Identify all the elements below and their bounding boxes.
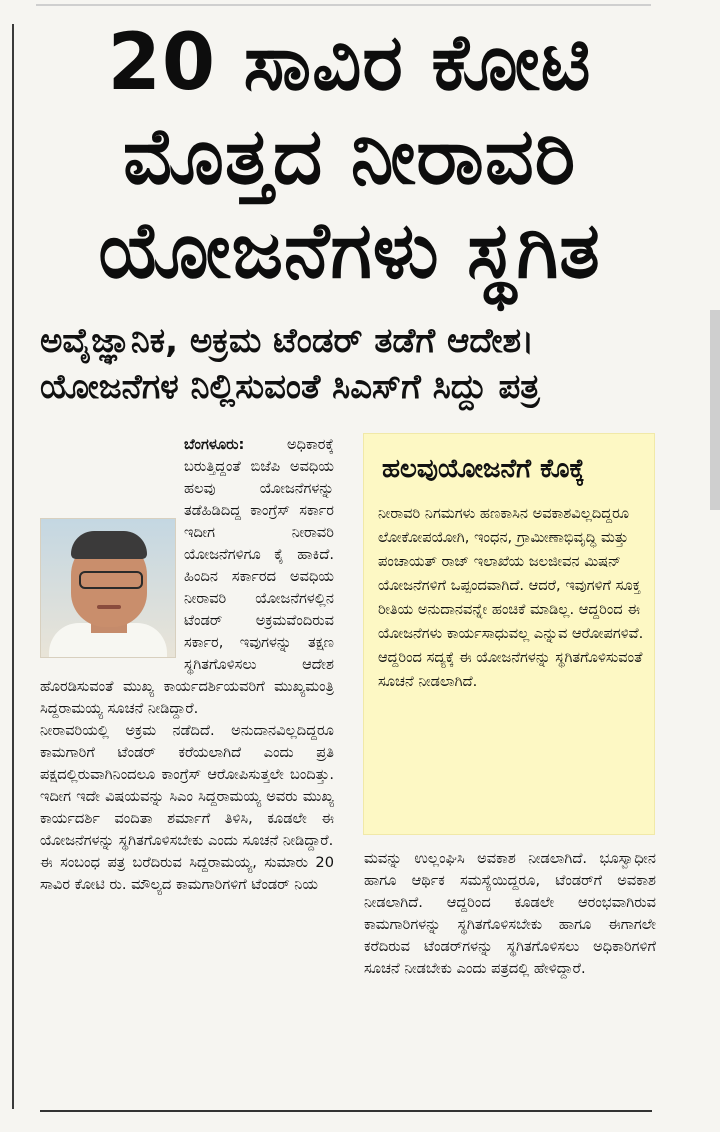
top-divider (36, 4, 651, 6)
sidebar-box-title: ಹಲವುಯೋಜನೆಗೆ ಕೊಕ್ಕೆ (382, 454, 585, 484)
subhead-line-1: ಅವೈಜ್ಞಾನಿಕ, ಅಕ್ರಮ ಟೆಂಡರ್ ತಡೆಗೆ ಆದೇಶ। (40, 321, 535, 361)
subheadline (40, 318, 670, 410)
siddaramaiah-photo (40, 518, 176, 658)
sidebar-box (364, 434, 654, 834)
page-edge-shadow (710, 310, 720, 510)
bottom-divider (40, 1110, 652, 1112)
article-continuation: ಮವನ್ನು ಉಲ್ಲಂಘಿಸಿ ಅವಕಾಶ ನೀಡಲಾಗಿದೆ. ಭೂಸ್ವಾಧೀನ ಹಾಗೂ ಆರ್ಥಿಕ ಸಮಸ್ಯೆಯಿದ್ದರೂ, ಟೆಂಡರ್‌ಗೆ ಅವಕಾಶ ನೀಡಲಾಗಿದೆ. ಆದ್ದರಿಂದ ಕೂಡಲೇ ಆರಂಭವಾಗಿರುವ ಕಾಮಗಾರಿಗಳನ್ನು ಸ್ಥಗಿತಗೊಳಿಸಬೇಕು ಹಾಗೂ ಈಗಾಗಲೇ ಕರೆದಿರುವ ಟೆಂಡರ್‌ಗಳನ್ನು ಸ್ಥಗಿತಗೊಳಿಸಲು ಅಧಿಕಾರಿಗಳಿಗೆ ಸೂಚನೆ ನೀಡಬೇಕು ಎಂದು ಪತ್ರದಲ್ಲಿ ಹೇಳಿದ್ದಾರೆ. (364, 850, 656, 977)
subhead-line-2: ಯೋಜನೆಗಳ ನಿಲ್ಲಿಸುವಂತೆ ಸಿಎಸ್‌ಗೆ ಸಿದ್ದು ಪತ್ರ (40, 367, 540, 407)
headline (36, 16, 663, 298)
article-paragraph-1-text: ಅಧಿಕಾರಕ್ಕೆ ಬರುತ್ತಿದ್ದಂತೆ ಬಿಜೆಪಿ ಅವಧಿಯ ಹಲವು ಯೋಜನೆಗಳನ್ನು ತಡೆಹಿಡಿದಿದ್ದ ಕಾಂಗ್ರೆಸ್ ಸರ್ಕಾರ ಇದೀಗ ನೀರಾವರಿ ಯೋಜನೆಗಳಿಗೂ ಕೈ ಹಾಕಿದೆ. ಹಿಂದಿನ ಸರ್ಕಾರದ ಅವಧಿಯ ನೀರಾವರಿ ಯೋಜನೆಗಳಲ್ಲಿನ ಟೆಂಡರ್ ಅಕ್ರಮವೆಂದಿರುವ ಸರ್ಕಾರ, ಇವುಗಳನ್ನು ತಕ್ಷಣ ಸ್ಥಗಿತಗೊಳಿಸಲು ಆದೇಶ ಹೊರಡಿಸುವಂತೆ ಮುಖ್ಯ ಕಾರ್ಯದರ್ಶಿಯವರಿಗೆ ಮುಖ್ಯಮಂತ್ರಿ ಸಿದ್ದರಾಮಯ್ಯ ಸೂಚನೆ ನೀಡಿದ್ದಾರೆ. (40, 436, 334, 717)
dateline: ಬೆಂಗಳೂರು: (184, 436, 245, 453)
article-paragraph-3: ಈ ಸಂಬಂಧ ಪತ್ರ ಬರೆದಿರುವ ಸಿದ್ದರಾಮಯ್ಯ, ಸುಮಾರು 20 ಸಾವಿರ ಕೋಟಿ ರು. ಮೌಲ್ಯದ ಕಾಮಗಾರಿಗಳಿಗೆ ಟೆಂಡರ್ ನಿಯ (40, 854, 334, 893)
sidebar-box-text: ನೀರಾವರಿ ನಿಗಮಗಳು ಹಣಕಾಸಿನ ಅವಕಾಶವಿಲ್ಲದಿದ್ದರೂ ಲೋಕೋಪಯೋಗಿ, ಇಂಧನ, ಗ್ರಾಮೀಣಾಭಿವೃದ್ಧಿ ಮತ್ತು ಪಂಚಾಯತ್ ರಾಜ್ ಇಲಾಖೆಯ ಜಲಜೀವನ ಮಿಷನ್ ಯೋಜನೆಗಳಿಗೆ ಒಪ್ಪಂದವಾಗಿದೆ. ಆದರೆ, ಇವುಗಳಿಗೆ ಸೂಕ್ತ ರೀತಿಯ ಅನುದಾನವನ್ನೇ ಹಂಚಿಕೆ ಮಾಡಿಲ್ಲ. ಆದ್ದರಿಂದ ಈ ಯೋಜನೆಗಳು ಕಾರ್ಯಸಾಧುವಲ್ಲ ಎನ್ನುವ ಆರೋಪಗಳಿವೆ. ಆದ್ದರಿಂದ ಸದ್ಯಕ್ಕೆ ಈ ಯೋಜನೆಗಳನ್ನು ಸ್ಥಗಿತಗೊಳಿಸುವಂತೆ ಸೂಚನೆ ನೀಡಲಾಗಿದೆ. (378, 505, 644, 690)
headline-line-2: ಮೊತ್ತದ ನೀರಾವರಿ (123, 112, 577, 202)
headline-line-3: ಯೋಜನೆಗಳು ಸ್ಥಗಿತ (98, 206, 601, 296)
headline-line-1: 20 ಸಾವಿರ ಕೋಟಿ (107, 18, 592, 108)
article-left-column (40, 434, 334, 896)
article-paragraph-2: ನೀರಾವರಿಯಲ್ಲಿ ಅಕ್ರಮ ನಡೆದಿದೆ. ಅನುದಾನವಿಲ್ಲದಿದ್ದರೂ ಕಾಮಗಾರಿಗೆ ಟೆಂಡರ್ ಕರೆಯಲಾಗಿದೆ ಎಂದು ಪ್ರತಿ ಪಕ್ಷದಲ್ಲಿರುವಾಗಿನಿಂದಲೂ ಕಾಂಗ್ರೆಸ್ ಆರೋಪಿಸುತ್ತಲೇ ಬಂದಿತ್ತು. ಇದೀಗ ಇದೇ ವಿಷಯವನ್ನು ಸಿಎಂ ಸಿದ್ದರಾಮಯ್ಯ ಅವರು ಮುಖ್ಯ ಕಾರ್ಯದರ್ಶಿ ವಂದಿತಾ ಶರ್ಮಾಗೆ ತಿಳಿಸಿ, ಕೂಡಲೇ ಈ ಯೋಜನೆಗಳನ್ನು ಸ್ಥಗಿತಗೊಳಿಸಬೇಕು ಎಂದು ಸೂಚನೆ ನೀಡಿದ್ದಾರೆ. (40, 722, 334, 849)
left-column-rule (12, 24, 14, 1109)
